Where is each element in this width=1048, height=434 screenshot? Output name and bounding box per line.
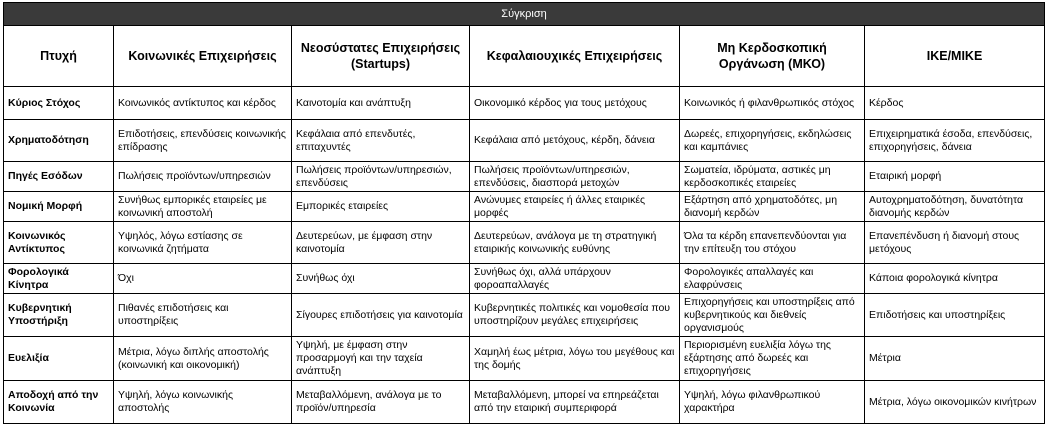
row-aspect: Χρηματοδότηση [4, 120, 114, 162]
table-cell: Πωλήσεις προϊόντων/υπηρεσιών, επενδύσεις, διασπορά μετοχών [470, 162, 680, 192]
table-cell: Εμπορικές εταιρείες [292, 192, 470, 222]
table-cell: Όχι [114, 264, 292, 294]
table-cell: Όλα τα κέρδη επανεπενδύονται για την επίτευξη του στόχου [680, 222, 865, 264]
comparison-table [3, 2, 1045, 424]
comparison-table-container [3, 2, 1045, 424]
table-cell: Φορολογικές απαλλαγές και ελαφρύνσεις [680, 264, 865, 294]
table-cell: Κεφάλαια από επενδυτές, επιταχυντές [292, 120, 470, 162]
table-row [4, 294, 1045, 337]
row-aspect: Κοινωνικός Αντίκτυπος [4, 222, 114, 264]
table-cell: Εταιρική μορφή [865, 162, 1045, 192]
title-row [4, 3, 1045, 26]
table-cell: Εξάρτηση από χρηματοδότες, μη διανομή κερδών [680, 192, 865, 222]
table-cell: Επιχορηγήσεις και υποστηρίξεις από κυβερνητικούς και διεθνείς οργανισμούς [680, 294, 865, 337]
table-cell: Δευτερεύων, με έμφαση στην καινοτομία [292, 222, 470, 264]
table-cell: Ανώνυμες εταιρείες ή άλλες εταιρικές μορφές [470, 192, 680, 222]
table-cell: Χαμηλή έως μέτρια, λόγω του μεγέθους και της δομής [470, 337, 680, 381]
table-cell: Μέτρια [865, 337, 1045, 381]
table-title: Σύγκριση [4, 3, 1045, 26]
table-row [4, 381, 1045, 424]
table-cell: Συνήθως όχι, αλλά υπάρχουν φοροαπαλλαγές [470, 264, 680, 294]
header-ike-mike: ΙΚΕ/ΜΙΚΕ [865, 26, 1045, 87]
table-cell: Κέρδος [865, 87, 1045, 120]
table-cell: Συνήθως εμπορικές εταιρείες με κοινωνική αποστολή [114, 192, 292, 222]
table-row [4, 264, 1045, 294]
row-aspect: Κύριος Στόχος [4, 87, 114, 120]
table-cell: Συνήθως όχι [292, 264, 470, 294]
table-cell: Καινοτομία και ανάπτυξη [292, 87, 470, 120]
table-cell: Δωρεές, επιχορηγήσεις, εκδηλώσεις και καμπάνιες [680, 120, 865, 162]
table-cell: Επιδοτήσεις, επενδύσεις κοινωνικής επίδρασης [114, 120, 292, 162]
table-cell: Υψηλή, λόγω φιλανθρωπικού χαρακτήρα [680, 381, 865, 424]
table-cell: Κεφάλαια από μετόχους, κέρδη, δάνεια [470, 120, 680, 162]
table-cell: Επιδοτήσεις και υποστηρίξεις [865, 294, 1045, 337]
table-row [4, 222, 1045, 264]
table-cell: Οικονομικό κέρδος για τους μετόχους [470, 87, 680, 120]
row-aspect: Πηγές Εσόδων [4, 162, 114, 192]
table-row [4, 162, 1045, 192]
row-aspect: Αποδοχή από την Κοινωνία [4, 381, 114, 424]
table-cell: Υψηλός, λόγω εστίασης σε κοινωνικά ζητήματα [114, 222, 292, 264]
row-aspect: Κυβερνητική Υποστήριξη [4, 294, 114, 337]
table-cell: Δευτερεύων, ανάλογα με τη στρατηγική εταιρικής κοινωνικής ευθύνης [470, 222, 680, 264]
row-aspect: Νομική Μορφή [4, 192, 114, 222]
header-ngo: Μη Κερδοσκοπική Οργάνωση (ΜΚΟ) [680, 26, 865, 87]
header-startups: Νεοσύστατες Επιχειρήσεις (Startups) [292, 26, 470, 87]
table-cell: Κάποια φορολογικά κίνητρα [865, 264, 1045, 294]
table-cell: Υψηλή, λόγω κοινωνικής αποστολής [114, 381, 292, 424]
table-cell: Σωματεία, ιδρύματα, αστικές μη κερδοσκοπικές εταιρείες [680, 162, 865, 192]
table-cell: Μέτρια, λόγω οικονομικών κινήτρων [865, 381, 1045, 424]
table-cell: Αυτοχρηματοδότηση, δυνατότητα διανομής κερδών [865, 192, 1045, 222]
table-row [4, 192, 1045, 222]
table-cell: Κυβερνητικές πολιτικές και νομοθεσία που υποστηρίζουν μεγάλες επιχειρήσεις [470, 294, 680, 337]
table-cell: Κοινωνικός αντίκτυπος και κέρδος [114, 87, 292, 120]
table-cell: Πωλήσεις προϊόντων/υπηρεσιών [114, 162, 292, 192]
table-cell: Υψηλή, με έμφαση στην προσαρμογή και την ταχεία ανάπτυξη [292, 337, 470, 381]
table-cell: Περιορισμένη ευελιξία λόγω της εξάρτησης από δωρεές και επιχορηγήσεις [680, 337, 865, 381]
table-cell: Μέτρια, λόγω διπλής αποστολής (κοινωνική και οικονομική) [114, 337, 292, 381]
header-capital-companies: Κεφαλαιουχικές Επιχειρήσεις [470, 26, 680, 87]
row-aspect: Φορολογικά Κίνητρα [4, 264, 114, 294]
table-cell: Μεταβαλλόμενη, ανάλογα με το προϊόν/υπηρεσία [292, 381, 470, 424]
table-cell: Πωλήσεις προϊόντων/υπηρεσιών, επενδύσεις [292, 162, 470, 192]
table-cell: Σίγουρες επιδοτήσεις για καινοτομία [292, 294, 470, 337]
header-aspect: Πτυχή [4, 26, 114, 87]
header-row [4, 26, 1045, 87]
table-cell: Επανεπένδυση ή διανομή στους μετόχους [865, 222, 1045, 264]
header-social-enterprises: Κοινωνικές Επιχειρήσεις [114, 26, 292, 87]
table-cell: Επιχειρηματικά έσοδα, επενδύσεις, επιχορηγήσεις, δάνεια [865, 120, 1045, 162]
table-row [4, 120, 1045, 162]
table-body [4, 87, 1045, 424]
row-aspect: Ευελιξία [4, 337, 114, 381]
table-row [4, 87, 1045, 120]
table-cell: Πιθανές επιδοτήσεις και υποστηρίξεις [114, 294, 292, 337]
table-row [4, 337, 1045, 381]
table-cell: Μεταβαλλόμενη, μπορεί να επηρεάζεται από την εταιρική συμπεριφορά [470, 381, 680, 424]
table-cell: Κοινωνικός ή φιλανθρωπικός στόχος [680, 87, 865, 120]
